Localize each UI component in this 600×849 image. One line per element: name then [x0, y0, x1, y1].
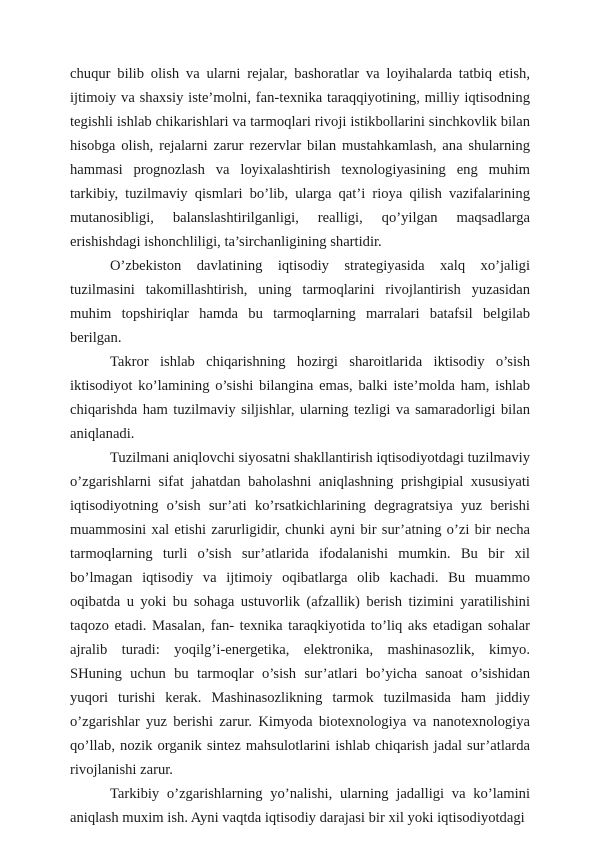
paragraph-1: chuqur bilib olish va ularni rejalar, bashoratlar va loyihalarda tatbiq etish, ijtimoiy va shaxsiy iste’molni, fan-texnika taraqqiyotining, milliy iqtisodning tegishli ishlab chikarishlari va tarmoqlari rivoji istikbollarini sinchkovlik bilan hisobga olish, rejalarni zarur rezervlar bilan mustahkamlash, ana shularning hammasi prognozlash va loyixalashtirish texnologiyasining eng muhim tarkibiy, tuzilmaviy qismlari bo’lib, ularga qat’i rioya qilish vazifalarining mutanosibligi, balanslashtirilganligi, realligi, qo’yilgan maqsadlarga erishishdagi ishonchliligi, ta’sirchanligining shartidir.: [70, 66, 530, 250]
paragraph-2: O’zbekiston davlatining iqtisodiy strategiyasida xalq xo’jaligi tuzilmasini takomillashtirish, uning tarmoqlarini rivojlantirish yuzasidan muhim topshiriqlar hamda bu tarmoqlarning marralari batafsil belgilab berilgan.: [70, 258, 530, 346]
paragraph-3: Takror ishlab chiqarishning hozirgi sharoitlarida iktisodiy o’sish iktisodiyot ko’lamining o’sishi bilangina emas, balki iste’molda ham, ishlab chiqarishda ham tuzilmaviy siljishlar, ularning tezligi va samaradorligi bilan aniqlanadi.: [70, 354, 530, 442]
paragraph-4: Tuzilmani aniqlovchi siyosatni shakllantirish iqtisodiyotdagi tuzilmaviy o’zgarishlarni sifat jahatdan baholashni aniqlashning prishgipial xususiyati iqtisodiyotning o’sish sur’ati ko’rsatkichlarining degragratsiya yuz berishi muammosini xal etishi zarurligidir, chunki ayni bir sur’atning o’zi bir necha tarmoqlarning turli o’sish sur’atlarida ifodalanishi mumkin. Bu bir xil bo’lmagan iqtisodiy va ijtimoiy oqibatlarga olib kachadi. Bu muammo oqibatda u yoki bu sohaga ustuvorlik (afzallik) berish tizimini yaratilishini taqozo etadi. Masalan, fan- texnika taraqkiyotida to’liq aks etadigan sohalar ajralib turadi: yoqilg’i-energetika, elektronika, mashinasozlik, kimyo. SHuning uchun bu tarmoqlar o’sish sur’atlari bo’yicha sanoat o’sishidan yuqori turishi kerak. Mashinasozlikning tarmok tuzilmasida ham jiddiy o’zgarishlar yuz berishi zarur. Kimyoda biotexnologiya va nanotexnologiya qo’llab, nozik organik sintez mahsulotlarini ishlab chiqarish jadal sur’atlarda rivojlanishi zarur.: [70, 450, 530, 778]
paragraph-5: Tarkibiy o’zgarishlarning yo’nalishi, ularning jadalligi va ko’lamini aniqlash muxim ish. Ayni vaqtda iqtisodiy darajasi bir xil yoki iqtisodiyotdagi: [70, 786, 530, 826]
